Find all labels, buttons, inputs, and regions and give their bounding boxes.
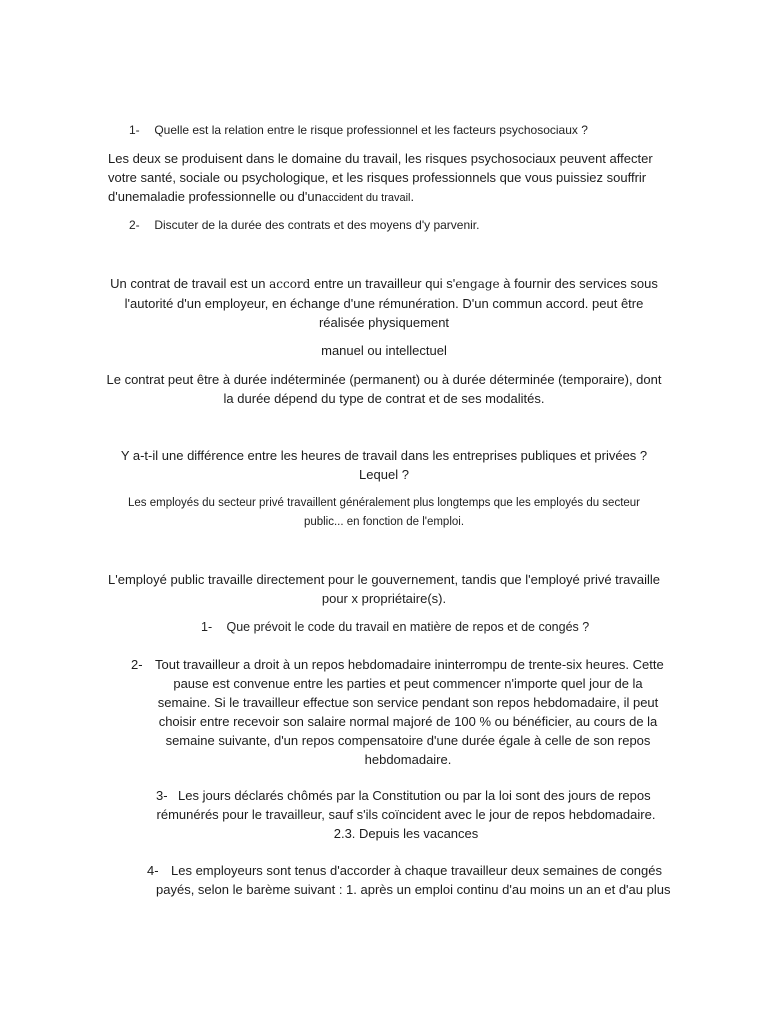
public-private-line-1: L'employé public travaille directement pour le gouvernement, tandis que l'employé privé travaille [108,572,660,587]
rest-item-3-number: 3- [156,788,168,803]
contract-line-1-a: Un contrat de travail est un [110,276,270,291]
answer-1-line-3-b: accident du travail [321,192,411,204]
answer-1-line-3-a: d'unemaladie professionnelle ou d'un [108,189,322,204]
contract-line-2: l'autorité d'un employeur, en échange d'une rémunération. D'un commun accord. peut être [124,296,644,311]
public-private [84,570,684,608]
rest-item-3-line-2: rémunérés pour le travailleur, sauf s'ils coïncident avec le jour de repos hebdomadaire. [156,807,656,822]
rest-item-2-line-6: hebdomadaire. [364,752,452,767]
contract-line-3: réalisée physiquement [318,315,450,330]
question-2 [129,216,479,235]
answer-1 [108,149,653,208]
rest-item-2-line-3: semaine. Si le travailleur effectue son service pendant son repos hebdomadaire, il peut [157,695,659,710]
contract-line-4: manuel ou intellectuel [321,343,447,358]
rest-item-2-line-4: choisir entre recevoir son salaire normal majoré de 100 % ou bénéficier, au cours de la [158,714,658,729]
contract-definition [84,274,684,332]
rest-question-number: 1- [201,620,213,634]
contract-line-1-c: entre un travailleur qui s' [310,276,456,291]
contract-line-1 [84,274,684,294]
contract-line-1-accord: accord [269,277,311,291]
question-2-text: Discuter de la durée des contrats et des moyens d'y parvenir. [154,218,480,232]
answer-1-line-1: Les deux se produisent dans le domaine du travail, les risques psychosociaux peuvent affecter [108,151,653,166]
rest-item-4-line-1-text: Les employeurs sont tenus d'accorder à chaque travailleur deux semaines de congés [171,863,662,878]
rest-question [201,618,589,637]
rest-item-2-number: 2- [131,657,143,672]
answer-1-line-2: votre santé, sociale ou psychologique, et les risques professionnels que vous puissiez souffrir [108,170,647,185]
rest-item-4-number: 4- [147,863,159,878]
answer-1-line-3-c: . [410,189,415,204]
contract-line-1-engage: engage [455,277,500,291]
hours-answer-line-1: Les employés du secteur privé travaillent généralement plus longtemps que les employés du secteur [127,497,641,509]
question-1 [129,121,588,140]
rest-item-4-line-2: payés, selon le barème suivant : 1. après un emploi continu d'au moins un an et d'au plus [156,882,671,897]
rest-item-4 [147,861,671,899]
hours-answer [84,494,684,532]
hours-question-line-1: Y a-t-il une différence entre les heures de travail dans les entreprises publiques et privées ? [120,448,648,463]
rest-item-3 [156,786,656,843]
hours-question [84,446,684,484]
rest-item-3-line-1 [156,786,656,805]
answer-1-line-3 [108,187,653,208]
rest-item-3-line-1-text: Les jours déclarés chômés par la Constitution ou par la loi sont des jours de repos [178,788,651,803]
public-private-line-2: pour x propriétaire(s). [321,591,447,606]
duration-line-1: Le contrat peut être à durée indéterminée (permanent) ou à durée déterminée (temporaire), dont [106,372,662,387]
rest-item-2-line-5: semaine suivante, d'un repos compensatoire d'une durée égale à celle de son repos [165,733,651,748]
hours-answer-line-2: public... en fonction de l'emploi. [303,516,465,528]
contract-duration [84,370,684,408]
question-1-text: Quelle est la relation entre le risque professionnel et les facteurs psychosociaux ? [154,123,588,137]
rest-item-2-line-1 [131,655,664,674]
rest-item-4-line-1 [147,861,667,880]
duration-line-2: la durée dépend du type de contrat et de ses modalités. [223,391,545,406]
hours-question-line-2: Lequel ? [359,467,409,482]
question-1-number: 1- [129,123,140,137]
rest-item-3-line-3: 2.3. Depuis les vacances [333,826,479,841]
rest-item-2-line-1-text: Tout travailleur a droit à un repos hebdomadaire ininterrompu de trente-six heures. Cette [155,657,664,672]
contract-line-1-e: à fournir des services sous [499,276,658,291]
rest-item-2-line-2: pause est convenue entre les parties et peut commencer n'importe quel jour de la [173,676,643,691]
rest-item-2 [131,655,664,769]
question-2-number: 2- [129,218,140,232]
rest-question-text: Que prévoit le code du travail en matière de repos et de congés ? [226,620,590,634]
